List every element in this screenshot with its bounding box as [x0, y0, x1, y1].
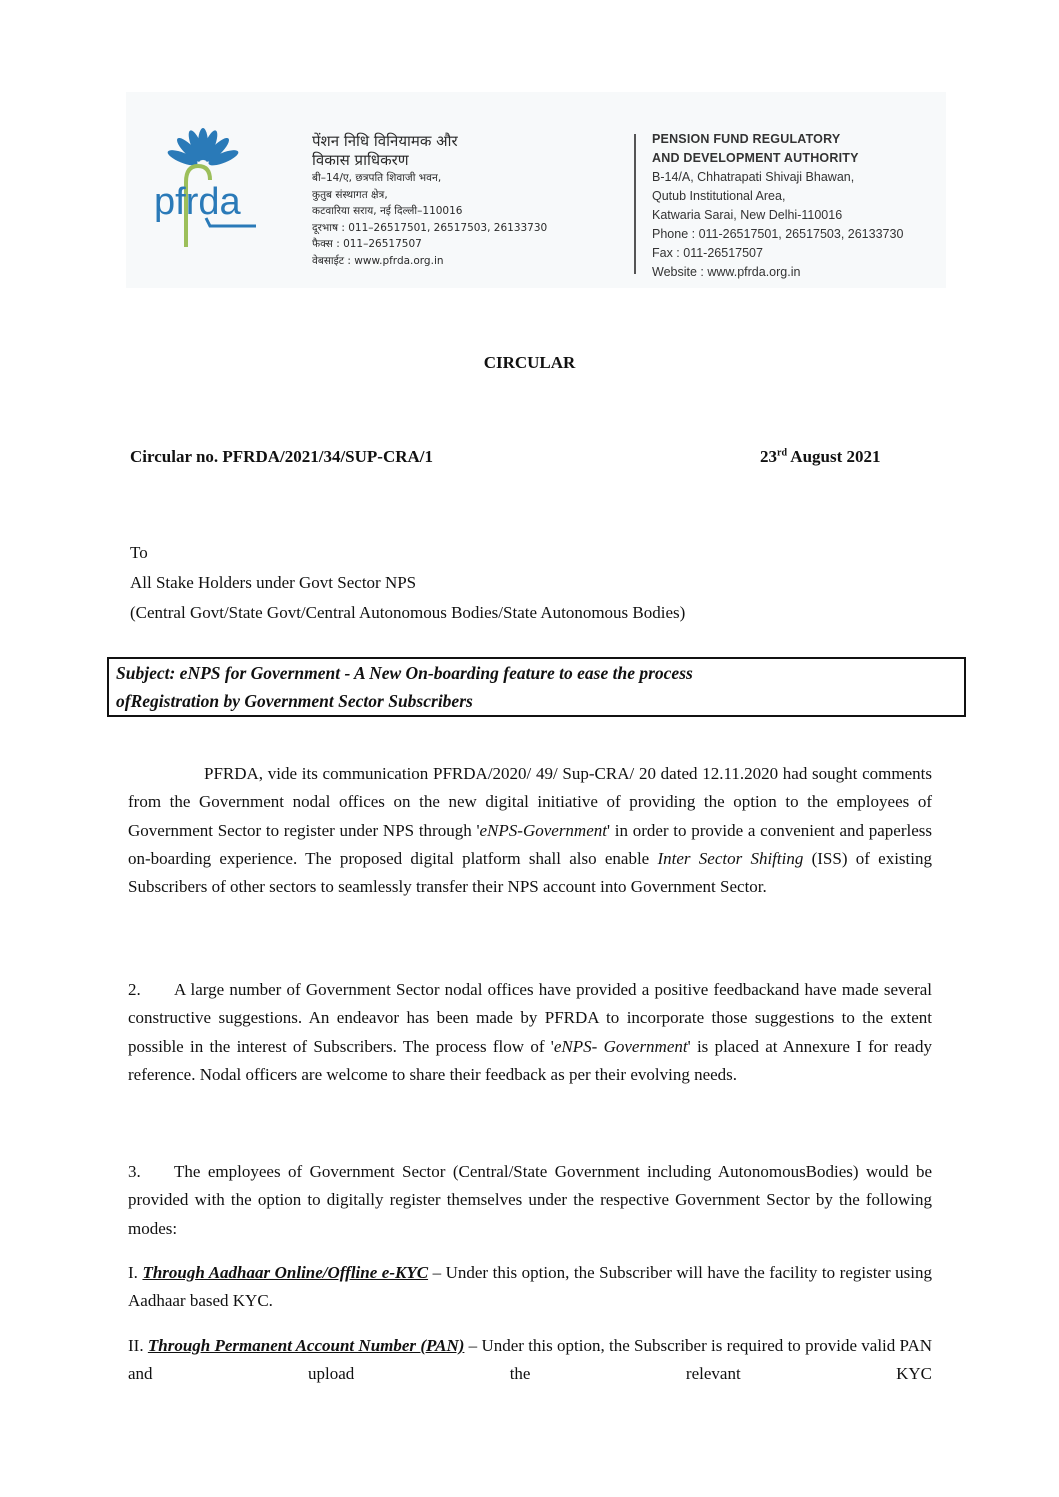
- subject-line-2: ofRegistration by Government Sector Subscribers: [116, 691, 473, 711]
- english-address-2: Qutub Institutional Area,: [652, 189, 786, 203]
- hindi-address-3: कटवारिया सराय, नई दिल्ली–110016: [312, 205, 463, 217]
- paragraph-number: 3.: [128, 1162, 141, 1181]
- paragraph-2: 2. A large number of Government Sector nodal offices have provided a positive feedbackand have made several constructive suggestions. An endeavor has been made by PFRDA to incorporate those suggestions to the extent possible in the interest of Subscribers. The process flow of 'eNPS- Government' is placed at Annexure I for ready reference. Nodal officers are welcome to share their feedback as per their evolving needs.: [128, 976, 932, 1089]
- option-aadhaar: I. Through Aadhaar Online/Offline e-KYC – Under this option, the Subscriber will have the facility to register using Aadhaar based KYC.: [128, 1263, 932, 1311]
- letterhead-divider: [634, 134, 636, 274]
- english-address-block: [652, 130, 903, 282]
- hindi-fax: फैक्स : 011–26517507: [312, 238, 422, 250]
- hindi-org-name-2: विकास प्राधिकरण: [312, 151, 409, 169]
- option-title: Through Aadhaar Online/Offline e-KYC: [142, 1263, 429, 1282]
- english-org-name-2: AND DEVELOPMENT AUTHORITY: [652, 151, 859, 165]
- english-website: Website : www.pfrda.org.in: [652, 265, 801, 279]
- hindi-address-block: [312, 132, 547, 269]
- addressee-line-2: (Central Govt/State Govt/Central Autonomous Bodies/State Autonomous Bodies): [130, 603, 686, 622]
- paragraph-1: PFRDA, vide its communication PFRDA/2020/ 49/ Sup-CRA/ 20 dated 12.11.2020 had sought comments from the Government nodal offices on the new digital initiative of providing the option to the employees of Government Sector to register under NPS through 'eNPS-Government' in order to provide a convenient and paperless on-boarding experience. The proposed digital platform shall also enable Inter Sector Shifting (ISS) of existing Subscribers of other sectors to seamlessly transfer their NPS account into Government Sector.: [128, 764, 932, 897]
- subject-box: [107, 657, 966, 717]
- english-org-name-1: PENSION FUND REGULATORY: [652, 132, 841, 146]
- english-phone: Phone : 011-26517501, 26517503, 26133730: [652, 227, 904, 241]
- to-label: To: [130, 543, 148, 562]
- date-suffix: rd: [777, 447, 787, 459]
- hindi-website: वेबसाईट : www.pfrda.org.in: [312, 254, 444, 267]
- circular-date: [760, 447, 881, 467]
- addressee-line-1: All Stake Holders under Govt Sector NPS: [130, 573, 417, 592]
- paragraph-3: 3. The employees of Government Sector (Central/State Government including AutonomousBodies) would be provided with the option to digitally register themselves under the respective Government Sector by the following modes:: [128, 1158, 932, 1243]
- option-pan: II. Through Permanent Account Number (PAN) – Under this option, the Subscriber is required to provide valid PAN and upload the relevant KYC: [128, 1336, 932, 1384]
- english-fax: Fax : 011-26517507: [652, 246, 763, 260]
- hindi-org-name-1: पेंशन निधि विनियामक और: [312, 132, 458, 150]
- hindi-phone: दूरभाष : 011–26517501, 26517503, 26133730: [312, 221, 548, 234]
- pfrda-logo-icon: [148, 122, 258, 252]
- english-address-1: B-14/A, Chhatrapati Shivaji Bhawan,: [652, 170, 855, 184]
- hindi-address-1: बी–14/ए, छत्रपति शिवाजी भवन,: [312, 172, 442, 184]
- subject-line-1: Subject: eNPS for Government - A New On-boarding feature to ease the process: [116, 663, 693, 683]
- svg-text:pfrda: pfrda: [154, 181, 241, 223]
- paragraph-number: 2.: [128, 980, 141, 999]
- english-address-3: Katwaria Sarai, New Delhi-110016: [652, 208, 843, 222]
- date-month-year: August 2021: [787, 447, 881, 466]
- circular-number: Circular no. PFRDA/2021/34/SUP-CRA/1: [130, 447, 434, 466]
- inter-sector-shifting-term: Inter Sector Shifting: [657, 848, 804, 868]
- hindi-address-2: कुतुब संस्थागत क्षेत्र,: [312, 188, 388, 201]
- option-number: I.: [128, 1263, 138, 1282]
- option-title: Through Permanent Account Number (PAN): [147, 1336, 465, 1355]
- date-day: 23: [760, 447, 777, 466]
- letterhead: [126, 92, 946, 288]
- document-title: CIRCULAR: [483, 353, 576, 372]
- addressee-block: [130, 538, 685, 628]
- enps-government-term: eNPS-Government: [479, 820, 607, 840]
- option-number: II.: [128, 1336, 144, 1355]
